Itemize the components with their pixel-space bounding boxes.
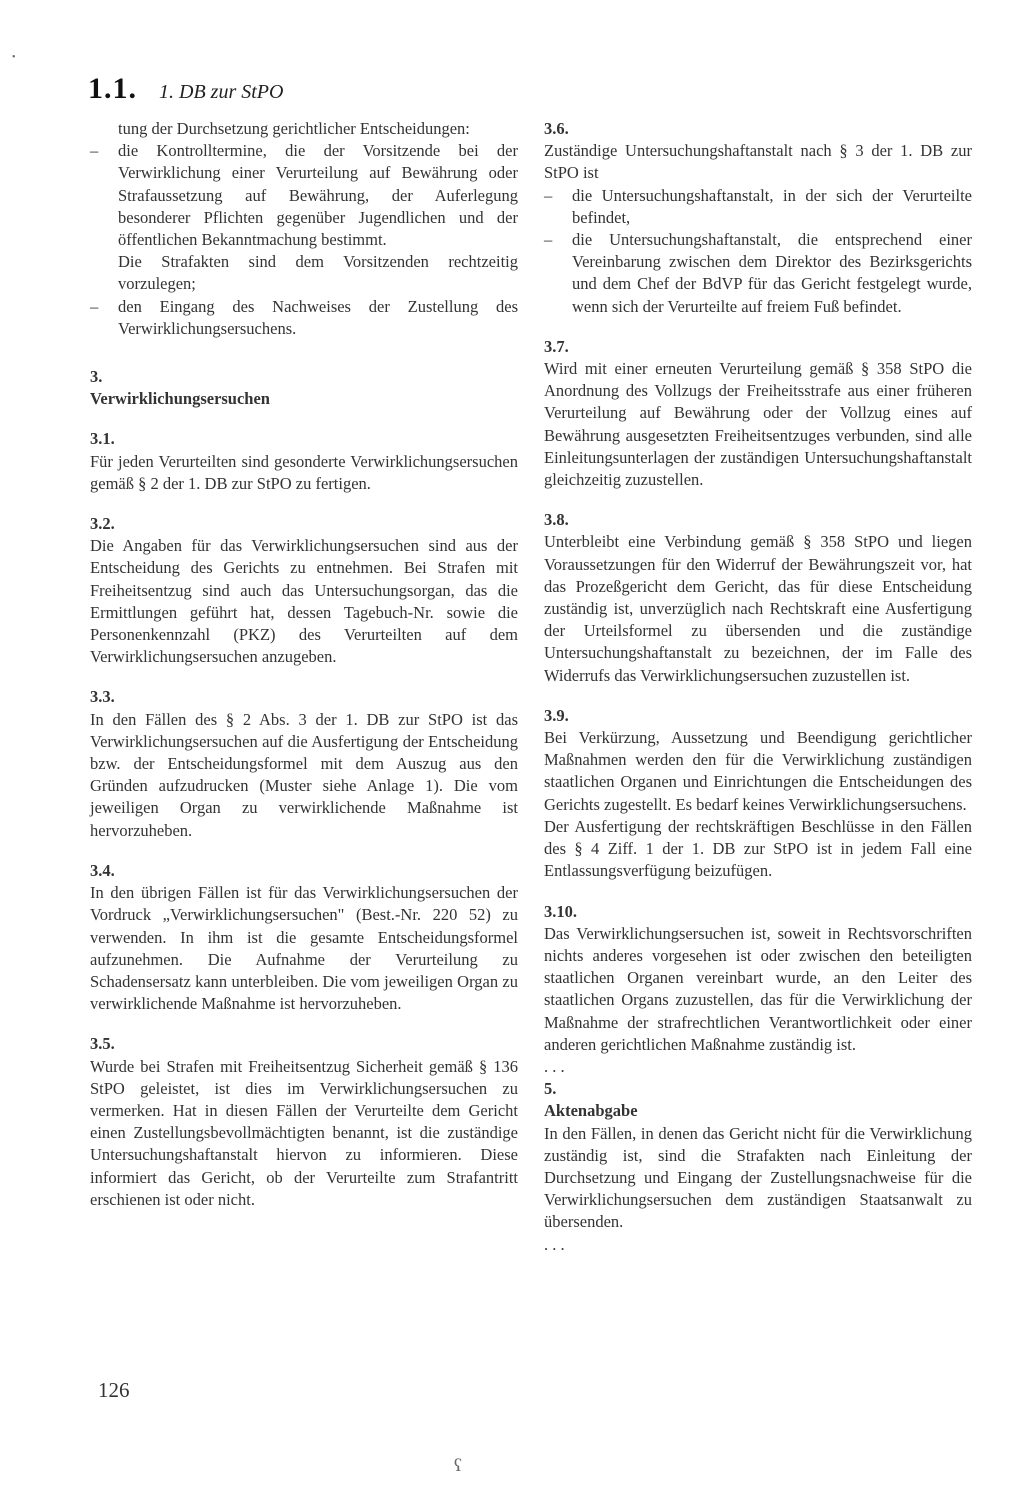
section-3-7-number: 3.7. <box>544 336 569 356</box>
section-3-5 <box>90 1033 518 1211</box>
chapter-number: 1.1. <box>88 72 137 105</box>
section-3-9-number: 3.9. <box>544 705 569 725</box>
section-3-5-text: Wurde bei Strafen mit Freiheitsentzug Sicherheit gemäß § 136 StPO geleistet, ist dies im Verwirklichungsersuchen zu vermerken. Hat in diesen Fällen der Verurteilte dem Gericht einen Zustellungsbevollmächtigten benannt, ist die zuständige Untersuchungshaftanstalt hiervon zu informieren. Diese informiert das Gericht, ob der Verurteilte zum Strafantritt erschienen ist oder nicht. <box>90 1056 518 1209</box>
page-number: 126 <box>98 1378 130 1402</box>
section-5-text: In den Fällen, in denen das Gericht nicht für die Verwirklichung zuständig ist, sind die Strafakten nach Einleitung der Durchsetzung und Eingang der Zustellungsnachweise für die Verwirklichungsersuchen dem zuständigen Staatsanwalt zu übersenden. <box>544 1123 972 1232</box>
left-column <box>90 118 518 1211</box>
section-3-4 <box>90 860 518 1015</box>
section-3-2-number: 3.2. <box>90 514 115 534</box>
section-3-6 <box>544 118 972 318</box>
section-3-1-number: 3.1. <box>90 429 115 449</box>
section-3-9-text-2: Der Ausfertigung der rechtskräftigen Beschlüsse in den Fällen des § 4 Ziff. 1 der 1. DB zur StPO ist in jedem Fall eine Entlassungsverfügung beizufügen. <box>544 816 972 881</box>
section-3-3 <box>90 686 518 841</box>
section-3-6-bullet-a: – die Untersuchungshaftanstalt, in der sich der Verurteilte befindet, <box>544 185 972 229</box>
section-3-2-text: Die Angaben für das Verwirklichungsersuchen sind aus der Entscheidung des Gerichts zu entnehmen. Bei Strafen mit Freiheitsentzug sind auch das Untersuchungsorgan, das die Ermittlungen geführt hat, dessen Tagebuch-Nr. sowie die Personenkennzahl (PKZ) des Verurteilten auf dem Verwirklichungsersuchen anzugeben. <box>90 536 518 667</box>
section-3-6-text: Zuständige Untersuchungshaftanstalt nach § 3 der 1. DB zur StPO ist <box>544 141 972 183</box>
bullet-delivery-proof: – den Eingang des Nachweises der Zustellung des Verwirklichungsersuchens. <box>90 296 518 340</box>
section-3-number: 3. <box>90 367 103 387</box>
bullet-control-dates: – die Kontrolltermine, die der Vorsitzende bei der Verwirklichung einer Verurteilung auf Bewährung oder Strafaussetzung auf Bewährung, der Auferlegung besonderer Pflichten gegenüber Jugendlichen und der öffentlichen Bekanntmachung bestimmt. <box>90 140 518 251</box>
section-3-5-number: 3.5. <box>90 1034 115 1054</box>
page-header <box>88 72 283 106</box>
section-3-1 <box>90 428 518 495</box>
section-3-10 <box>544 901 972 1079</box>
section-3-4-text: In den übrigen Fällen ist für das Verwirklichungsersuchen der Vordruck „Verwirklichungsersuchen" (Best.-Nr. 220 52) zu verwenden. In ihm ist die gesamte Entscheidungsformel aufzunehmen. Die Aufnahme der Verurteilung zu Schadensersatz kann unterbleiben. Die vom jeweiligen Organ zu verwirklichende Maßnahme ist hervorzuheben. <box>90 883 518 1014</box>
section-3-10-text: Das Verwirklichungsersuchen ist, soweit in Rechtsvorschriften nichts anderes vorgesehen ist oder zwischen den beteiligten staatlichen Organen vereinbart wurde, an den Leiter des staatlichen Organs zuzustellen, das für die Verwirklichung der Maßnahme der strafrechtlichen Verantwortlichkeit oder einer anderen gerichtlichen Maßnahme zuständig ist. <box>544 923 972 1054</box>
section-5 <box>544 1078 972 1256</box>
chapter-title: 1. DB zur StPO <box>159 81 284 103</box>
section-3-3-number: 3.3. <box>90 687 115 707</box>
section-3-6-bullet-b: – die Untersuchungshaftanstalt, die entsprechend einer Vereinbarung zwischen dem Direktor des Bezirksgerichts und dem Chef der BdVP für das Gericht festgelegt wurde, wenn sich der Verurteilte auf freiem Fuß befindet. <box>544 229 972 318</box>
section-3-8-number: 3.8. <box>544 510 569 530</box>
ellipsis-2: . . . <box>544 1234 565 1254</box>
continuation-text: tung der Durchsetzung gerichtlicher Entscheidungen: <box>118 119 470 138</box>
bullet-control-dates-cont: Die Strafakten sind dem Vorsitzenden rechtzeitig vorzulegen; <box>118 252 518 294</box>
section-3 <box>90 366 518 410</box>
section-3-10-number: 3.10. <box>544 901 577 921</box>
section-3-title: Verwirklichungsersuchen <box>90 389 270 409</box>
section-5-number: 5. <box>544 1079 557 1099</box>
section-3-3-text: In den Fällen des § 2 Abs. 3 der 1. DB zur StPO ist das Verwirklichungsersuchen auf die Ausfertigung der Entscheidung bzw. der Entscheidungsformel mit dem Auszug aus den Gründen aufzudrucken (Muster siehe Anlage 1). Die vom jeweiligen Organ zu verwirklichende Maßnahme ist hervorzuheben. <box>90 709 518 840</box>
section-3-1-text: Für jeden Verurteilten sind gesonderte Verwirklichungsersuchen gemäß § 2 der 1. DB zur StPO zu fertigen. <box>90 451 518 493</box>
section-3-9 <box>544 705 972 883</box>
scan-mark: ʕ <box>454 1455 462 1475</box>
right-column <box>544 118 972 1256</box>
section-3-9-text: Bei Verkürzung, Aussetzung und Beendigung gerichtlicher Maßnahmen werden den für die Verwirklichung zuständigen staatlichen Organen und Einrichtungen die Entscheidungen des Gerichts zugestellt. Es bedarf keines Verwirklichungsersuchens. <box>544 728 972 814</box>
section-3-7 <box>544 336 972 491</box>
section-5-title: Aktenabgabe <box>544 1101 638 1121</box>
scan-dot: • <box>12 52 16 63</box>
section-3-4-number: 3.4. <box>90 860 115 880</box>
section-3-8 <box>544 509 972 687</box>
ellipsis-1: . . . <box>544 1056 565 1076</box>
section-3-7-text: Wird mit einer erneuten Verurteilung gemäß § 358 StPO die Anordnung des Vollzugs der Freiheitsstrafe aus einer früheren Verurteilung auf Bewährung oder der Vollzug eines auf Bewährung ausgesetzten Freiheitsentzuges verbunden, sind alle Einleitungsunterlagen der zuständigen Untersuchungshaftanstalt gleichzeitig zuzustellen. <box>544 359 972 490</box>
section-3-6-number: 3.6. <box>544 119 569 138</box>
section-3-8-text: Unterbleibt eine Verbindung gemäß § 358 StPO und liegen Voraussetzungen für den Widerruf der Bewährungszeit vor, hat das Prozeßgericht dem Gericht, das für diese Entscheidung zuständig ist, unverzüglich nach Rechtskraft eine Ausfertigung der Urteilsformel zu übersenden und die zuständige Untersuchungshaftanstalt zu bezeichnen, der im Falle des Widerrufs das Verwirklichungsersuchen zuzustellen ist. <box>544 532 972 685</box>
section-3-2 <box>90 513 518 668</box>
